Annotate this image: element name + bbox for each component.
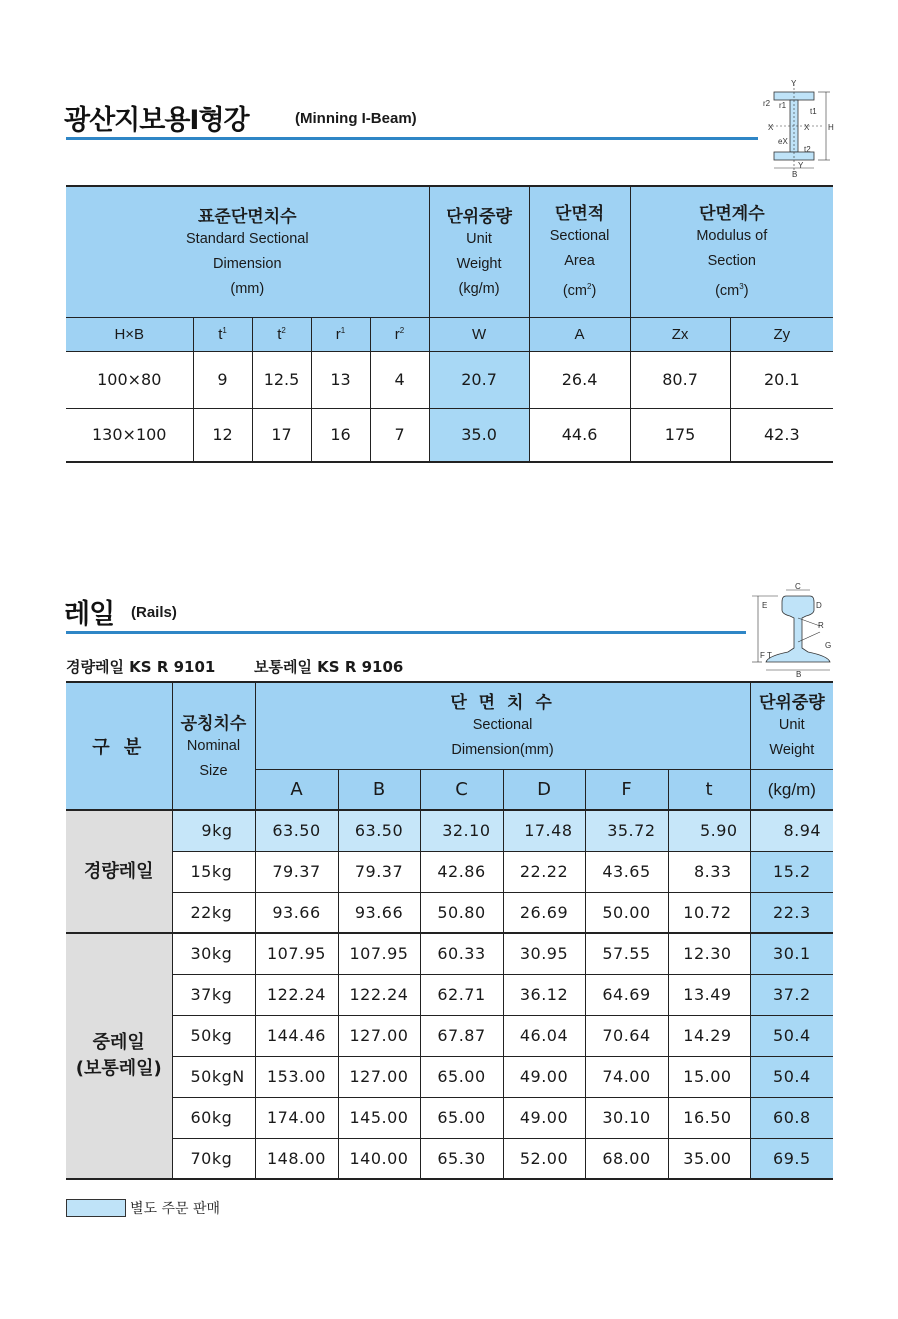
rails-cell: 60.33 [420,933,503,974]
rails-table-row [66,892,833,933]
ibeam-header-area-ko: 단면적 [554,204,605,225]
rails-group-label [66,933,172,1179]
rails-cell: 107.95 [255,933,338,974]
rails-cell: 5.90 [668,810,750,851]
rail-diag-f: F [760,651,765,660]
ibeam-col-header-sup: 1 [222,325,227,335]
ibeam-cell: 35.0 [429,408,529,462]
rails-cell: 30.10 [585,1097,668,1138]
ibeam-col-header [429,317,529,351]
ibeam-header-area-en2: Area [564,253,595,270]
ibeam-cell: 13 [311,351,370,408]
ibeam-col-header-text: r [335,325,341,343]
diag-t1: t1 [810,107,817,116]
rails-cell: 10.72 [668,892,750,933]
ibeam-col-header [66,317,193,351]
ibeam-col-header-text: t [277,325,282,343]
rails-cell: 9kg [172,810,255,851]
rails-header-dimension-en2: Dimension(mm) [451,742,554,759]
rails-cell: 30.95 [503,933,585,974]
ibeam-col-header [529,317,630,351]
rail-diag-t: T [767,651,772,660]
rails-cell: 32.10 [420,810,503,851]
ibeam-section-diagram [760,78,836,178]
rails-table-row [66,974,833,1015]
rails-cell: 37.2 [750,974,833,1015]
diag-h: H [828,123,834,132]
rails-cell: 14.29 [668,1015,750,1056]
ibeam-header-weight-unit: (kg/m) [458,280,500,297]
ibeam-col-header-text: W [471,325,487,343]
rail-diag-e: E [762,601,768,610]
rails-cell: 16.50 [668,1097,750,1138]
rails-header-nominal [172,682,255,810]
diag-ex: eX [778,137,788,146]
rails-cell: 13.49 [668,974,750,1015]
ibeam-header-dimension-ko: 표준단면치수 [198,206,297,227]
rails-group-name: 중레일 [92,1032,145,1053]
rails-cell: 22.3 [750,892,833,933]
rail-diag-g: G [825,641,832,650]
rails-header-dimension-en1: Sectional [472,717,533,734]
rails-cell: 37kg [172,974,255,1015]
rails-cell: 22.22 [503,851,585,892]
legend-text: 별도 주문 판매 [130,1201,221,1217]
ibeam-cell: 100×80 [97,370,162,389]
ibeam-cell: 9 [193,351,252,408]
rails-cell: 35.00 [668,1138,750,1179]
rails-cell: 15.2 [750,851,833,892]
rails-cell: 140.00 [338,1138,420,1179]
rails-cell: 50kg [172,1015,255,1056]
rails-header-weight-en1: Unit [778,717,805,734]
rails-cell: 12.30 [668,933,750,974]
rails-cell: 30.1 [750,933,833,974]
rails-cell: 64.69 [585,974,668,1015]
ibeam-cell: 130×100 [92,425,167,445]
rails-cell: 50.00 [585,892,668,933]
rails-cell: 127.00 [338,1015,420,1056]
rails-cell: 74.00 [585,1056,668,1097]
rails-dim-col-header: B [338,769,420,810]
ibeam-header-modulus [630,186,833,317]
rails-cell: 50.80 [420,892,503,933]
rails-header-nominal-ko: 공칭치수 [180,713,247,734]
ibeam-column-header-row [66,317,833,351]
ibeam-title-rule [66,137,758,140]
rails-cell: 42.86 [420,851,503,892]
rails-cell: 22kg [172,892,255,933]
diag-y-top: Y [791,79,797,88]
ibeam-cell: 42.3 [730,408,833,462]
ibeam-header-area-unit: $(cm^2)$ [562,282,597,300]
rails-cell: 60kg [172,1097,255,1138]
rails-group-subname: (보통레일) [75,1058,162,1079]
diag-r1: r1 [779,101,787,110]
rails-cell: 153.00 [255,1056,338,1097]
rails-cell: 35.72 [585,810,668,851]
ibeam-col-header [730,317,833,351]
rail-diag-d: D [816,601,822,610]
rails-cell: 174.00 [255,1097,338,1138]
diag-x-left: X [768,123,774,132]
rails-cell: 8.94 [750,810,833,851]
ibeam-header-area-en1: Sectional [549,228,610,245]
rails-cell: 30kg [172,933,255,974]
diag-y-bottom: Y [798,161,804,170]
ibeam-cell: 44.6 [529,408,630,462]
ibeam-header-dimension-en2: Dimension [213,255,282,272]
rails-table [66,681,833,1180]
ibeam-title-en: (Minning I-Beam) [295,110,417,127]
ibeam-cell: 17 [252,408,311,462]
rails-cell: 122.24 [255,974,338,1015]
ibeam-col-header [193,317,252,351]
rails-cell: 69.5 [750,1138,833,1179]
rails-cell: 49.00 [503,1097,585,1138]
rails-cell: 50.4 [750,1056,833,1097]
ibeam-col-header-sup: 2 [399,325,405,335]
rails-cell: 46.04 [503,1015,585,1056]
rails-table-row [66,933,833,974]
ibeam-col-header-text: r [394,325,400,343]
rails-table-row [66,810,833,851]
ibeam-col-header [630,317,730,351]
rails-dim-col-header: D [503,769,585,810]
ibeam-cell: 7 [370,408,429,462]
ibeam-col-header-text: H×B [114,325,145,343]
ibeam-header-weight [429,186,529,317]
rails-cell: 67.87 [420,1015,503,1056]
diag-r2: r2 [763,99,771,108]
ibeam-header-dimension-en1: Standard Sectional [186,230,309,247]
ibeam-header-modulus-en2: Section [707,253,756,270]
rails-cell: 144.46 [255,1015,338,1056]
rails-cell: 15kg [172,851,255,892]
rails-header-dimension-ko: 단 면 치 수 [450,693,555,714]
rails-cell: 49.00 [503,1056,585,1097]
diag-x-right: X [804,123,810,132]
ibeam-cell: 4 [370,351,429,408]
ibeam-header-modulus-en1: Modulus of [696,228,768,245]
ibeam-col-header-sup: 1 [340,325,346,335]
rails-cell: 65.00 [420,1056,503,1097]
rails-cell: 50kgN [172,1056,255,1097]
ibeam-header-dimension-unit: (mm) [230,280,265,297]
rails-table-row [66,1097,833,1138]
rails-table-row [66,1015,833,1056]
ibeam-cell: 80.7 [630,351,730,408]
rails-cell: 65.30 [420,1138,503,1179]
rails-weight-unit: (kg/m) [750,769,833,810]
ibeam-header-weight-ko: 단위중량 [446,206,512,227]
rails-cell: 65.00 [420,1097,503,1138]
rails-spec-normal: 보통레일 KS R 9106 [254,658,404,676]
rails-header-nominal-en1: Nominal [186,737,241,754]
rail-section-diagram [748,582,836,678]
rails-cell: 93.66 [255,892,338,933]
rails-cell: 127.00 [338,1056,420,1097]
rails-title-rule [66,631,746,634]
rails-title-en: (Rails) [131,604,177,621]
rails-cell: 8.33 [668,851,750,892]
rails-header-weight-ko: 단위중량 [758,693,825,714]
ibeam-cell: 12.5 [252,351,311,408]
rails-cell: 107.95 [338,933,420,974]
rails-cell: 93.66 [338,892,420,933]
ibeam-table [66,185,833,463]
rails-cell: 17.48 [503,810,585,851]
rails-cell: 148.00 [255,1138,338,1179]
ibeam-header-dimension [66,186,429,317]
rails-cell: 122.24 [338,974,420,1015]
ibeam-header-weight-en1: Unit [466,230,492,247]
rails-dim-col-header: F [585,769,668,810]
ibeam-title: 광산지보용I형강 [64,105,249,136]
rails-header-dimension [255,682,750,769]
rail-diag-b: B [796,670,802,678]
rails-cell: 63.50 [338,810,420,851]
rails-cell: 15.00 [668,1056,750,1097]
rails-cell: 57.55 [585,933,668,974]
diag-t2: t2 [804,145,811,154]
ibeam-cell: 12 [193,408,252,462]
rail-diag-c: C [795,582,801,591]
rails-cell: 145.00 [338,1097,420,1138]
rails-dim-col-header: A [255,769,338,810]
ibeam-table-row [66,408,833,462]
rails-header-category: 구 분 [66,682,172,810]
ibeam-cell: 20.7 [429,351,529,408]
ibeam-cell: 26.4 [529,351,630,408]
rails-cell: 26.69 [503,892,585,933]
rails-dim-col-header: C [420,769,503,810]
diag-b: B [792,170,798,178]
rails-dim-col-header: t [668,769,750,810]
rails-cell: 43.65 [585,851,668,892]
rails-title: 레일 [64,599,115,630]
rails-cell: 68.00 [585,1138,668,1179]
ibeam-col-header-text: t [218,325,223,343]
rail-diag-r: R [818,621,824,630]
ibeam-col-header-text: Zx [671,325,689,343]
rails-cell: 36.12 [503,974,585,1015]
ibeam-cell: 20.1 [730,351,833,408]
legend-swatch [66,1199,126,1217]
ibeam-header-weight-en2: Weight [456,255,502,272]
rails-cell: 60.8 [750,1097,833,1138]
rails-cell: 50.4 [750,1015,833,1056]
ibeam-col-header [311,317,370,351]
ibeam-col-header [252,317,311,351]
rails-header-weight [750,682,833,769]
ibeam-header-area [529,186,630,317]
rails-table-row [66,1138,833,1179]
ibeam-table-row [66,351,833,408]
ibeam-cell: 16 [311,408,370,462]
rails-cell: 79.37 [255,851,338,892]
rails-cell: 70.64 [585,1015,668,1056]
rails-table-row [66,851,833,892]
rails-cell: 52.00 [503,1138,585,1179]
rails-cell: 62.71 [420,974,503,1015]
rails-group-name: 경량레일 [83,860,154,882]
rails-spec-light: 경량레일 KS R 9101 [66,658,216,676]
ibeam-header-modulus-unit: $(cm^3)$ [715,282,749,300]
rails-group-label [66,810,172,933]
rails-header-weight-en2: Weight [769,742,815,759]
rails-header-nominal-en2: Size [199,762,228,779]
ibeam-cell: 175 [630,408,730,462]
ibeam-col-header-text: Zy [773,325,791,343]
rails-cell: 63.50 [255,810,338,851]
ibeam-col-header-sup: 2 [281,325,286,335]
rails-cell: 70kg [172,1138,255,1179]
rails-table-row [66,1056,833,1097]
ibeam-col-header-text: A [574,325,585,343]
ibeam-header-modulus-ko: 단면계수 [698,204,765,225]
rails-cell: 79.37 [338,851,420,892]
ibeam-col-header [370,317,429,351]
